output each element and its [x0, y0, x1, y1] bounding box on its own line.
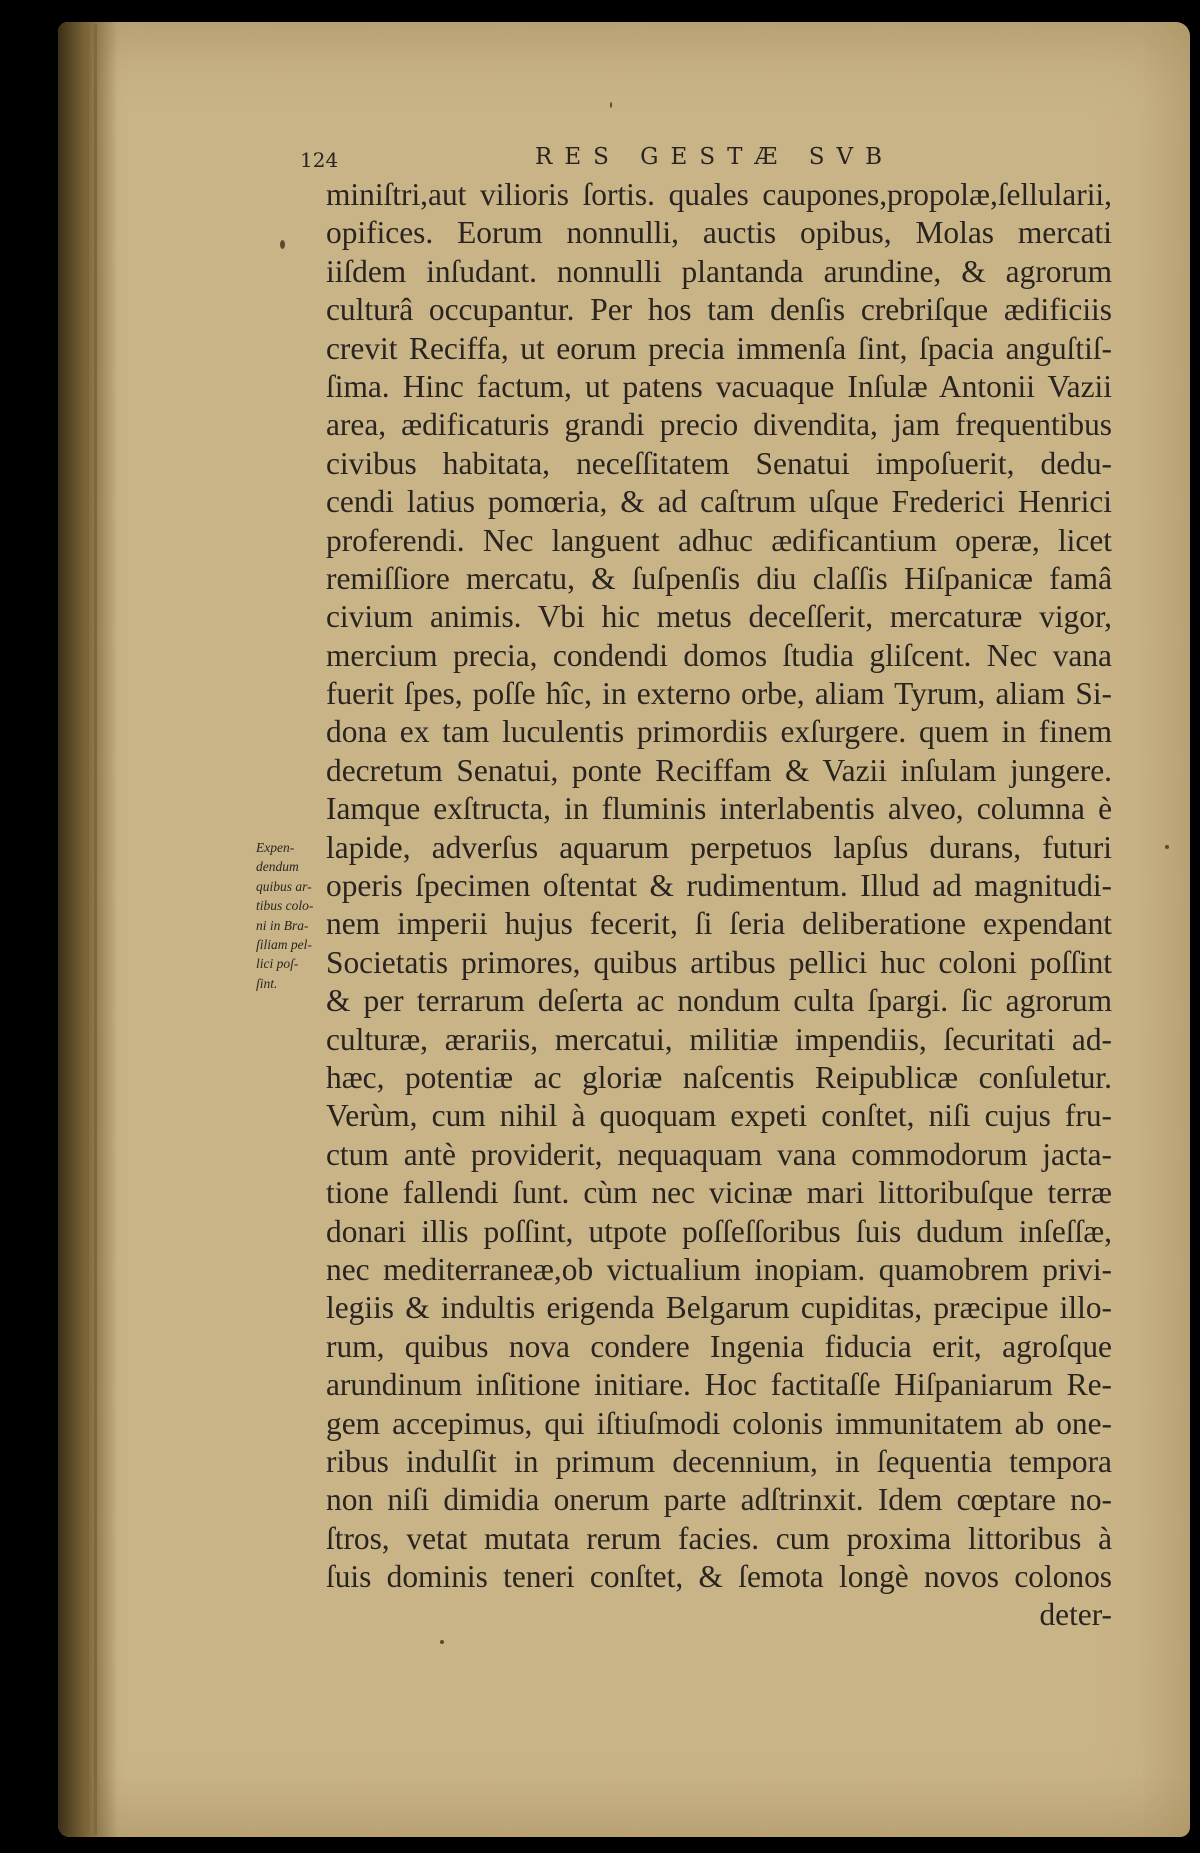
text-line: lapide, adverſus aquarum perpetuos lapſus durans, futuri: [326, 829, 1112, 865]
text-line: civibus habitata, neceſſitatem Senatui impoſuerit, dedu-: [326, 445, 1112, 481]
text-line: area, ædificaturis grandi precio divendita, jam frequentibus: [326, 407, 1112, 443]
catchword: deter-: [1039, 1597, 1112, 1633]
text-line: arundinum inſitione initiare. Hoc factitaſſe Hiſpaniarum Re-: [326, 1367, 1112, 1403]
text-line: hæc, potentiæ ac gloriæ naſcentis Reipublicæ conſuletur.: [326, 1059, 1112, 1095]
paper-stain: [610, 102, 612, 108]
paper-stain: [1165, 845, 1169, 849]
text-line: culturæ, ærariis, mercatui, militiæ impendiis, ſecuritati ad-: [326, 1021, 1112, 1057]
text-line: crevit Reciffa, ut eorum precia immenſa ſint, ſpacia anguſtiſ-: [326, 330, 1112, 366]
marginal-note-line: ſint.: [256, 975, 278, 991]
page-number: 124: [300, 148, 339, 172]
text-line: ſtros, vetat mutata rerum facies. cum proxima littoribus à: [326, 1520, 1112, 1556]
text-line: non niſi dimidia onerum parte adſtrinxit. Idem cœptare no-: [326, 1482, 1112, 1518]
text-line: Iamque exſtructa, in fluminis interlabentis alveo, columna è: [326, 791, 1112, 827]
marginal-note-line: dendum: [256, 859, 299, 875]
text-line: fuerit ſpes, poſſe hîc, in externo orbe, aliam Tyrum, aliam Si-: [326, 676, 1112, 712]
text-line: miniſtri,aut vilioris ſortis. quales caupones,propolæ,ſellularii,: [326, 177, 1112, 212]
text-line: ctum antè providerit, nequaquam vana commodorum jacta-: [326, 1136, 1112, 1172]
text-line: civium animis. Vbi hic metus deceſſerit, mercaturæ vigor,: [326, 599, 1112, 635]
text-line: cendi latius pomœria, & ad caſtrum uſque Frederici Henrici: [326, 484, 1112, 520]
text-line: culturâ occupantur. Per hos tam denſis crebriſque ædificiis: [326, 292, 1112, 328]
text-line: proferendi. Nec languent adhuc ædificantium operæ, licet: [326, 522, 1112, 558]
text-line: Verùm, cum nihil à quoquam expeti conſtet, niſi cujus fru-: [326, 1098, 1112, 1134]
text-line: opifices. Eorum nonnulli, auctis opibus, Molas mercati: [326, 215, 1112, 251]
text-line: operis ſpecimen oſtentat & rudimentum. Illud ad magnitudi-: [326, 868, 1112, 904]
binding-gutter-shadow: [58, 22, 118, 1837]
paper-stain: [280, 240, 285, 249]
text-line: tione fallendi ſunt. cùm nec vicinæ mari littoribuſque terræ: [326, 1175, 1112, 1211]
text-line: mercium precia, condendi domos ſtudia gliſcent. Nec vana: [326, 637, 1112, 673]
text-line: & per terrarum deſerta ac nondum culta ſpargi. ſic agrorum: [326, 983, 1112, 1019]
body-text: [326, 176, 1112, 1635]
paper-stain: [440, 1640, 444, 1644]
marginal-note: [256, 838, 322, 993]
page-header: [300, 144, 1120, 178]
text-line: legiis & indultis erigenda Belgarum cupiditas, præcipue illo-: [326, 1290, 1112, 1326]
text-line: iiſdem inſudant. nonnulli plantanda arundine, & agrorum: [326, 253, 1112, 289]
marginal-note-line: ni in Bra-: [256, 917, 309, 933]
marginal-note-line: ſiliam pel-: [256, 937, 312, 953]
marginal-note-line: quibus ar-: [256, 878, 312, 894]
text-line: remiſſiore mercatu, & ſuſpenſis diu claſſis Hiſpanicæ famâ: [326, 560, 1112, 596]
text-line: donari illis poſſint, utpote poſſeſſoribus ſuis dudum inſeſſæ,: [326, 1213, 1112, 1249]
text-line: gem accepimus, qui iſtiuſmodi colonis immunitatem ab one-: [326, 1405, 1112, 1441]
marginal-note-line: lici poſ-: [256, 956, 299, 972]
text-line: rum, quibus nova condere Ingenia fiducia erit, agroſque: [326, 1328, 1112, 1364]
marginal-note-line: Expen-: [256, 840, 295, 855]
text-line: ſuis dominis teneri conſtet, & ſemota longè novos colonos: [326, 1559, 1112, 1595]
text-line: ribus indulſit in primum decennium, in ſequentia tempora: [326, 1443, 1112, 1479]
text-line: nem imperii hujus fecerit, ſi ſeria deliberatione expendant: [326, 906, 1112, 942]
text-line: decretum Senatui, ponte Reciffam & Vazii inſulam jungere.: [326, 752, 1112, 788]
text-line: Societatis primores, quibus artibus pellici huc coloni poſſint: [326, 944, 1112, 980]
text-line: dona ex tam luculentis primordiis exſurgere. quem in finem: [326, 714, 1112, 750]
marginal-note-line: tibus colo-: [256, 898, 314, 914]
running-title: RES GESTÆ SVB: [535, 144, 895, 170]
text-line: nec mediterraneæ,ob victualium inopiam. quamobrem privi-: [326, 1251, 1112, 1287]
text-line: ſima. Hinc factum, ut patens vacuaque Inſulæ Antonii Vazii: [326, 368, 1112, 404]
